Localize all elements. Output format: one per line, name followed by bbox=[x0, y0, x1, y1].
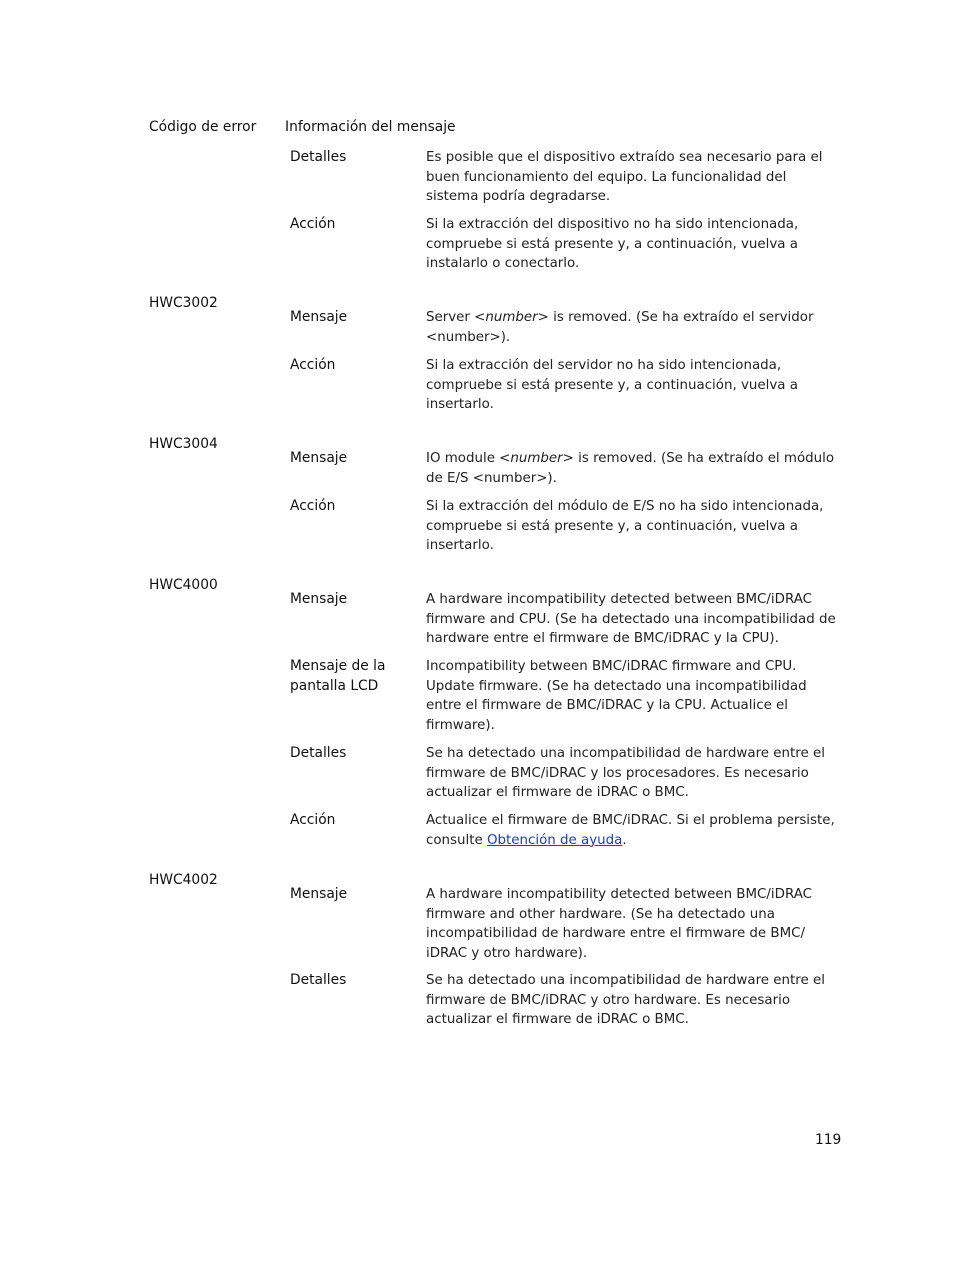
details-label: Detalles bbox=[290, 149, 347, 165]
message-label: Mensaje bbox=[290, 450, 348, 466]
details-text: Se ha detectado una incompatibilidad de hardware entre el firmware de BMC/iDRAC y los procesadores. Es necesario actualizar el firmware de iDRAC o BMC. bbox=[426, 746, 825, 800]
error-code-hwc3002: HWC3002 bbox=[149, 295, 218, 311]
error-code-hwc4002: HWC4002 bbox=[149, 872, 218, 888]
column-header-code: Código de error bbox=[149, 119, 257, 135]
message-label: Mensaje bbox=[290, 309, 348, 325]
lcd-message-label: Mensaje de la pantalla LCD bbox=[290, 658, 386, 694]
action-label: Acción bbox=[290, 812, 336, 828]
message-text: A hardware incompatibility detected between BMC/iDRAC firmware and CPU. (Se ha detectado una incompatibilidad de hardware entre el firmware de BMC/iDRAC y la CPU). bbox=[426, 592, 836, 646]
details-label: Detalles bbox=[290, 745, 347, 761]
lcd-message-text: Incompatibility between BMC/iDRAC firmware and CPU. Update firmware. (Se ha detectado una incompatibilidad entre el firmware de BMC/iDRAC y la CPU. Actualice el firmware). bbox=[426, 659, 807, 733]
help-link[interactable]: Obtención de ayuda bbox=[486, 832, 623, 848]
message-text: IO module <number> is removed. (Se ha extraído el módulo de E/S <number>). bbox=[426, 451, 835, 486]
action-label: Acción bbox=[290, 357, 336, 373]
action-text: Si la extracción del módulo de E/S no ha sido intencionada, compruebe si está presente y, a continuación, vuelva a insertarlo. bbox=[426, 499, 824, 553]
message-label: Mensaje bbox=[290, 591, 348, 607]
message-text: A hardware incompatibility detected between BMC/iDRAC firmware and other hardware. (Se ha detectado una incompatibilidad de hardware entre el firmware de BMC/ iDRAC y otro hardware). bbox=[426, 887, 812, 961]
message-text: Server <number> is removed. (Se ha extraído el servidor <number>). bbox=[426, 310, 814, 345]
details-text: Se ha detectado una incompatibilidad de hardware entre el firmware de BMC/iDRAC y otro hardware. Es necesario actualizar el firmware de iDRAC o BMC. bbox=[426, 973, 825, 1027]
details-text: Es posible que el dispositivo extraído sea necesario para el buen funcionamiento del equipo. La funcionalidad del sistema podría degradarse. bbox=[426, 150, 823, 204]
action-text: Si la extracción del dispositivo no ha sido intencionada, compruebe si está presente y, a continuación, vuelva a instalarlo o conectarlo. bbox=[426, 217, 799, 271]
action-text: Actualice el firmware de BMC/iDRAC. Si el problema persiste, consulte Obtención de ayuda. bbox=[426, 813, 835, 848]
details-label: Detalles bbox=[290, 972, 347, 988]
action-label: Acción bbox=[290, 498, 336, 514]
column-header-info: Información del mensaje bbox=[285, 119, 456, 135]
error-code-hwc4000: HWC4000 bbox=[149, 577, 218, 593]
action-text: Si la extracción del servidor no ha sido intencionada, compruebe si está presente y, a continuación, vuelva a insertarlo. bbox=[426, 358, 798, 412]
error-code-hwc3004: HWC3004 bbox=[149, 436, 218, 452]
page-number: 119 bbox=[815, 1132, 842, 1148]
message-label: Mensaje bbox=[290, 886, 348, 902]
action-label: Acción bbox=[290, 216, 336, 232]
